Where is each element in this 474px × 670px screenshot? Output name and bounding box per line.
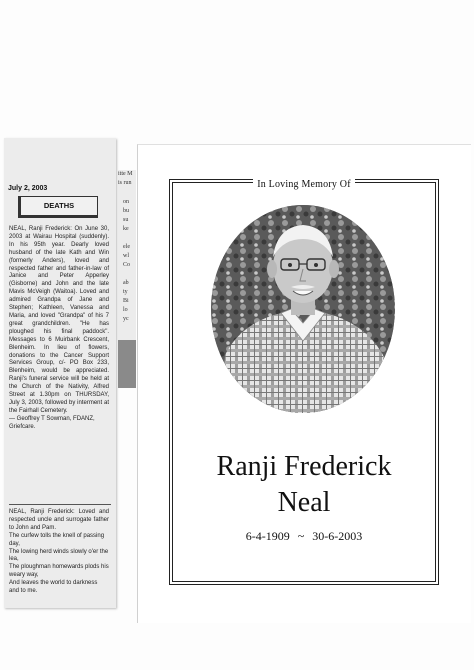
card-header [173,174,435,192]
fragment-line: yc [123,316,129,322]
newspaper-clipping [4,138,116,608]
fragment-line: bu [123,208,129,214]
portrait-photo [211,205,395,413]
fragment-line: wl [123,253,129,259]
poem-line: The ploughman homewards plods his weary way, [9,564,109,579]
death-notice-text [9,226,109,432]
deceased-first-names: Ranji Frederick [216,451,392,482]
fragment-line: su [123,217,129,223]
notice-divider [9,504,111,505]
date-separator: ~ [297,529,305,543]
fragment-gap [123,234,130,243]
fragment-column [123,198,130,324]
clipping-date: July 2, 2003 [8,185,48,192]
fragment-line: on [123,199,129,205]
poem-line: And leaves the world to darkness and to me. [9,580,98,595]
fragment-line: itte M [118,171,133,177]
poem-line: The lowing herd winds slowly o'er the lea, [9,548,109,563]
memorial-card [137,144,471,623]
card-border [172,179,436,582]
second-notice-body: NEAL, Ranji Frederick: Loved and respected uncle and surrogate father to John and Pam. [9,509,109,531]
partial-clipping-top [118,170,136,188]
fragment-line: ke [123,226,129,232]
fragment-gap [123,270,130,279]
fragment-line: ele [123,244,130,250]
fragment-line: is run [118,180,132,186]
deceased-surname: Neal [277,487,331,518]
fragment-line: lo [123,307,128,313]
death-date: 30-6-2003 [312,529,363,543]
poem-line: The curfew tolls the knell of passing day, [9,532,105,547]
partial-clipping [118,170,136,388]
death-notice-body: NEAL, Ranji Frederick: On June 30, 2003 at Wairau Hospital (suddenly). In his 95th year. Dearly loved husband of the late Kath and Win (formerly Anders), loved and respected father and father-in-law of Janice and Peter Apperley (Gisborne) and John and the late Mavis McVeigh (Waitoa). Loved and admired Grandpa of Jane and Stephen; Kathleen, Vanessa and Maria, and loved "Grandpa" of his 7 great grandchildren. "He has ploughed his final paddock". Messages to 6 Muirbank Crescent, Blenheim. In lieu of flowers, donations to the Cancer Support Services Group, c/- PO Box 233, Blenheim, would be appreciated. Ranji's funeral service will be held at the Church of the Nativity, Alfred Street at 1.30pm on THURSDAY, July 3, 2003, followed by interment at the Fairhall Cemetery. [9,226,109,414]
deaths-heading: DEATHS [18,196,98,218]
funeral-director-signature: — Geoffrey T Sowman, FDANZ, Griefcare. [9,415,95,430]
second-notice [9,509,109,596]
fragment-line: ty [123,289,128,295]
fragment-line: ab [123,280,129,286]
portrait-illustration [211,205,395,413]
fragment-line: Co [123,262,131,268]
life-dates [173,529,435,544]
clipping-shadow [118,340,136,388]
birth-date: 6-4-1909 [245,529,290,543]
in-loving-memory-title: In Loving Memory Of [253,179,355,190]
fragment-line: Bi [123,298,129,304]
